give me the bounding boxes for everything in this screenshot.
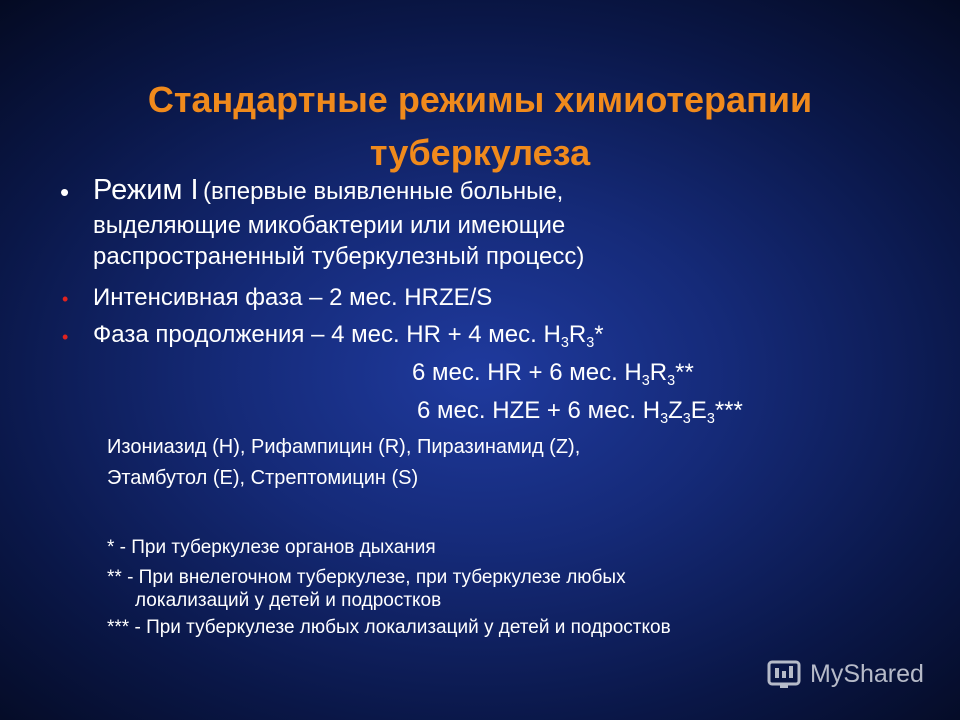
subscript: 3 [641,373,650,390]
subscript: 3 [667,373,676,390]
regime-description-1: (впервые выявленные больные, [202,178,564,205]
option-1-text: 6 мес. HR + 6 мес. H [412,359,642,386]
sub-bullet-icon: • [62,289,69,309]
footnote-2b: локализаций у детей и подростков [135,590,442,611]
slide-title-line-2: туберкулеза [369,132,591,173]
regime-name: Режим I [93,174,199,206]
subscript: 3 [706,411,715,428]
regime-line-1 [93,174,563,207]
myshared-logo-icon [766,656,802,692]
footnote-mark: ** [675,359,694,386]
continuation-option-1 [412,359,694,390]
continuation-option-2 [417,397,743,428]
formula-letter: Z [668,397,683,424]
slide-title-line-1: Стандартные режимы химиотерапии [147,79,813,120]
watermark [766,656,924,692]
regime-description-3: распространенный туберкулезный процесс) [93,243,585,270]
continuation-phase [93,321,604,352]
formula-letter: E [690,397,707,424]
continuation-label: Фаза продолжения – 4 мес. HR + 4 мес. H [93,321,561,348]
footnote-mark: *** [714,397,743,424]
subscript: 3 [660,411,669,428]
subscript: 3 [560,335,569,352]
sub-bullet-icon: • [62,327,69,347]
subscript: 3 [682,411,691,428]
formula-letter: R [649,359,668,386]
drugs-line-1: Изониазид (H), Рифампицин (R), Пиразинамид (Z), [107,436,581,458]
regime-description-2: выделяющие микобактерии или имеющие [93,212,566,239]
drugs-line-2: Этамбутол (E), Стрептомицин (S) [107,467,419,489]
option-2-text: 6 мес. HZE + 6 мес. H [417,397,661,424]
footnote-2a: ** - При внелегочном туберкулезе, при туберкулезе любых [107,567,626,588]
footnote-1: * - При туберкулезе органов дыхания [107,537,436,558]
intensive-phase: Интенсивная фаза – 2 мес. HRZE/S [93,284,493,311]
subscript: 3 [586,335,595,352]
footnote-mark: * [594,321,604,348]
footnote-3: *** - При туберкулезе любых локализаций у детей и подростков [107,617,671,638]
formula-letter: R [568,321,587,348]
watermark-text: MyShared [810,659,924,688]
bullet-icon: • [60,177,70,207]
